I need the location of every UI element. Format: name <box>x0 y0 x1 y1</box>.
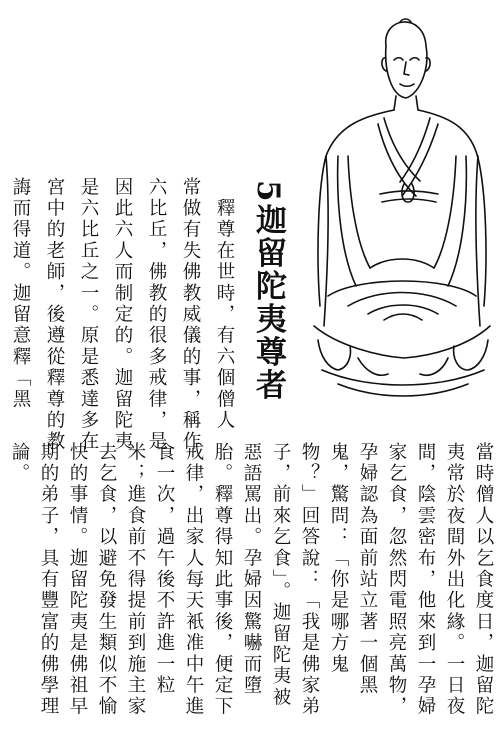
text-column: 食一次，過午後不許進一粒 <box>154 442 175 697</box>
text-column: 六比丘，佛教的很多戒律，是 <box>146 177 167 453</box>
text-column: 期的弟子，具有豐富的佛學理 <box>38 442 59 718</box>
text-column: 是六比丘之一。原是悉達多在 <box>78 177 99 453</box>
text-column: 去乞食，以避免發生類似不愉 <box>96 442 117 718</box>
text-column: 快的事情。迦留陀夷是佛祖早 <box>67 442 88 718</box>
text-column: 論。 <box>9 442 30 485</box>
text-column: 當時僧人以乞食度日，迦留陀 <box>473 442 494 718</box>
text-column: 米；進食前不得提前到施主家 <box>125 442 146 718</box>
text-column: 宮中的老師，後遵從釋尊的教 <box>44 177 65 453</box>
text-column: 物？」回答說：「我是佛家弟 <box>299 442 320 718</box>
text-column: 釋尊在世時，有六個僧人 <box>214 177 235 432</box>
text-column: 子，前來乞食」。迦留陀夷被 <box>270 442 291 709</box>
text-column: 戒律，出家人每天衹准中午進 <box>183 442 204 718</box>
text-column: 鬼，驚問：「你是哪方鬼 <box>328 442 349 676</box>
text-column: 孕婦認為面前站立著一個黑 <box>357 442 378 697</box>
text-column: 夷常於夜間外出化緣。一日夜 <box>444 442 465 718</box>
seated-monk-illustration <box>308 6 494 426</box>
text-column: 因此六人而制定的。迦留陀夷 <box>112 177 133 453</box>
text-column: 間，陰雲密布，他來到一孕婦 <box>415 442 436 718</box>
text-column: 胎。釋尊得知此事後，便定下 <box>212 442 233 718</box>
text-column: 誨而得道。迦留意釋「黑 <box>10 177 31 411</box>
text-column: 常做有失佛教威儀的事，稱作 <box>180 177 201 453</box>
text-column: 惡語罵出。孕婦因驚嚇而墮 <box>241 442 262 697</box>
chapter-title: 5迦留陀夷尊者 <box>250 180 286 402</box>
text-column <box>0 177 3 422</box>
text-column: 家乞食，忽然閃電照亮萬物， <box>386 442 407 718</box>
